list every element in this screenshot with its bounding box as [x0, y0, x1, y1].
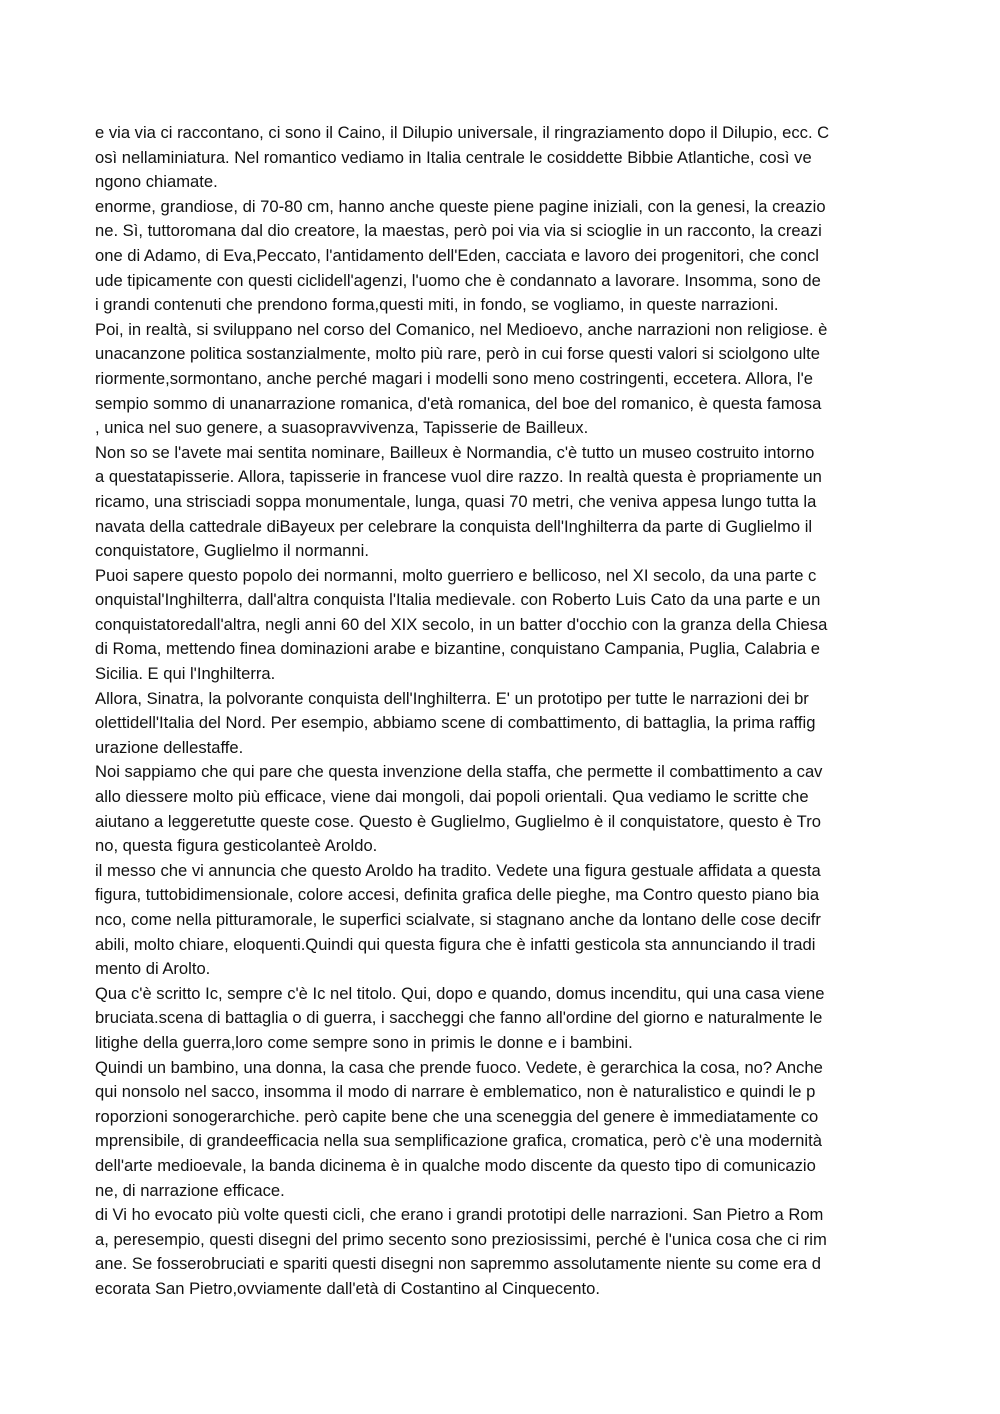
- text-line: i grandi contenuti che prendono forma,questi miti, in fondo, se vogliamo, in queste narrazioni.: [95, 295, 779, 315]
- text-line: abili, molto chiare, eloquenti.Quindi qui questa figura che è infatti gesticola sta annunciando il tradi: [95, 934, 816, 954]
- text-line: Qua c'è scritto Ic, sempre c'è Ic nel titolo. Qui, dopo e quando, domus incenditu, qui una casa viene: [95, 983, 825, 1003]
- text-line: aiutano a leggeretutte queste cose. Questo è Guglielmo, Guglielmo è il conquistatore, questo è Tro: [95, 811, 821, 831]
- text-line: ricamo, una strisciadi soppa monumentale, lunga, quasi 70 metri, che veniva appesa lungo tutta la: [95, 491, 817, 511]
- text-line: urazione dellestaffe.: [95, 737, 244, 757]
- text-line: olettidell'Italia del Nord. Per esempio, abbiamo scene di combattimento, di battaglia, la prima raffig: [95, 713, 816, 733]
- text-line: , unica nel suo genere, a suasopravvivenza, Tapisserie de Bailleux.: [95, 418, 589, 438]
- text-line: Allora, Sinatra, la polvorante conquista dell'Inghilterra. E' un prototipo per tutte le narrazioni dei br: [95, 688, 809, 708]
- text-line: Non so se l'avete mai sentita nominare, Bailleux è Normandia, c'è tutto un museo costruito intorno: [95, 442, 815, 462]
- text-line: one di Adamo, di Eva,Peccato, l'antidamento dell'Eden, cacciata e lavoro dei progenitori, che concl: [95, 245, 819, 265]
- text-line: Quindi un bambino, una donna, la casa che prende fuoco. Vedete, è gerarchica la cosa, no? Anche: [95, 1057, 823, 1077]
- text-line: a questatapisserie. Allora, tapisserie in francese vuol dire razzo. In realtà questa è propriamente un: [95, 467, 822, 487]
- text-line: allo diessere molto più efficace, viene dai mongoli, dai popoli orientali. Qua vediamo le scritte che: [95, 787, 809, 807]
- text-line: di Roma, mettendo finea dominazioni arabe e bizantine, conquistano Campania, Puglia, Calabria e: [95, 639, 821, 659]
- text-line: Poi, in realtà, si sviluppano nel corso del Comanico, nel Medioevo, anche narrazioni non religiose. è: [95, 319, 828, 339]
- text-line: mprensibile, di grandeefficacia nella sua semplificazione grafica, cromatica, però c'è una modernità: [95, 1131, 822, 1151]
- text-line: ne, di narrazione efficace.: [95, 1180, 285, 1200]
- text-line: sempio sommo di unanarrazione romanica, d'età romanica, del boe del romanico, è questa famosa: [95, 393, 822, 413]
- text-line: conquistatore, Guglielmo il normanni.: [95, 541, 369, 561]
- text-line: roporzioni sonogerarchiche. però capite bene che una sceneggia del genere è immediatamente co: [95, 1106, 819, 1126]
- text-line: dell'arte medioevale, la banda dicinema è in qualche modo discente da questo tipo di comunicazio: [95, 1155, 816, 1175]
- text-line: riormente,sormontano, anche perché magari i modelli sono meno costringenti, eccetera. Allora, l'e: [95, 368, 813, 388]
- text-line: Puoi sapere questo popolo dei normanni, molto guerriero e bellicoso, nel XI secolo, da una parte c: [95, 565, 817, 585]
- text-line: mento di Arolto.: [95, 959, 211, 979]
- text-line: ecorata San Pietro,ovviamente dall'età di Costantino al Cinquecento.: [95, 1278, 600, 1298]
- text-line: no, questa figura gesticolanteè Aroldo.: [95, 836, 378, 856]
- text-line: di Vi ho evocato più volte questi cicli, che erano i grandi prototipi delle narrazioni. San Pietro a Rom: [95, 1205, 824, 1225]
- text-line: navata della cattedrale diBayeux per celebrare la conquista dell'Inghilterra da parte di Guglielmo il: [95, 516, 813, 536]
- text-line: conquistatoredall'altra, negli anni 60 del XIX secolo, in un batter d'occhio con la granza della Chiesa: [95, 614, 828, 634]
- text-line: onquistal'Inghilterra, dall'altra conquista l'Italia medievale. con Roberto Luis Cato da una parte e un: [95, 590, 821, 610]
- text-line: bruciata.scena di battaglia o di guerra, i saccheggi che fanno all'ordine del giorno e naturalmente le: [95, 1008, 823, 1028]
- text-line: nco, come nella pitturamorale, le superfici scialvate, si stagnano anche da lontano delle cose decifr: [95, 910, 821, 929]
- text-line: Noi sappiamo che qui pare che questa invenzione della staffa, che permette il combattimento a cav: [95, 762, 823, 782]
- text-line: qui nonsolo nel sacco, insomma il modo di narrare è emblematico, non è naturalistico e quindi le p: [95, 1082, 816, 1102]
- text-line: litighe della guerra,loro come sempre sono in primis le donne e i bambini.: [95, 1032, 633, 1052]
- text-line: ude tipicamente con questi ciclidell'agenzi, l'uomo che è condannato a lavorare. Insomma, sono de: [95, 270, 821, 290]
- text-line: ane. Se fosserobruciati e spariti questi disegni non sapremmo assolutamente niente su come era d: [95, 1254, 821, 1274]
- text-line: Sicilia. E qui l'Inghilterra.: [95, 664, 276, 684]
- text-line: unacanzone politica sostanzialmente, molto più rare, però in cui forse questi valori si sciolgono ulte: [95, 344, 820, 364]
- text-line: il messo che vi annuncia che questo Aroldo ha tradito. Vedete una figura gestuale affidata a questa: [95, 860, 821, 880]
- text-line: osì nellaminiatura. Nel romantico vediamo in Italia centrale le cosiddette Bibbie Atlantiche, così ve: [95, 147, 812, 167]
- text-line: ne. Sì, tuttoromana dal dio creatore, la maestas, però poi via via si scioglie in un racconto, la creazi: [95, 221, 822, 241]
- body-text: [95, 121, 915, 1302]
- text-line: e via via ci raccontano, ci sono il Caino, il Dilupio universale, il ringraziamento dopo il Dilupio, ecc. C: [95, 123, 830, 142]
- text-line: ngono chiamate.: [95, 172, 218, 192]
- text-line: figura, tuttobidimensionale, colore accesi, definita grafica delle pieghe, ma Contro questo piano bia: [95, 885, 820, 905]
- text-line: a, peresempio, questi disegni del primo secento sono preziosissimi, perché è l'unica cosa che ci rim: [95, 1229, 827, 1249]
- text-line: enorme, grandiose, di 70-80 cm, hanno anche queste piene pagine iniziali, con la genesi, la creazio: [95, 196, 826, 216]
